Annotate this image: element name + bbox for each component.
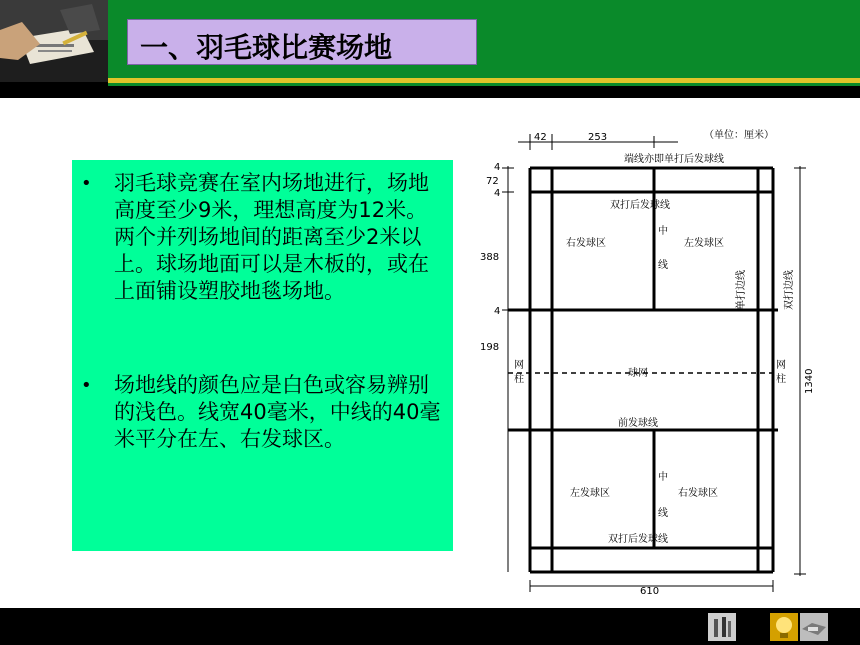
doubles-back-line-label-bottom: 双打后发球线 (608, 534, 668, 545)
dim-388: 388 (480, 252, 500, 263)
doubles-back-line-label-top: 双打后发球线 (610, 200, 670, 211)
end-line-label: 端线亦即单打后发球线 (624, 154, 724, 165)
left-service-court-label-bottom: 左发球区 (570, 488, 610, 499)
dim-72: 72 (486, 176, 499, 187)
dim-1340: 1340 (804, 368, 815, 394)
right-service-court-label-top: 右发球区 (566, 238, 606, 249)
bullet-item (78, 372, 448, 453)
lightbulb-icon (770, 613, 798, 641)
handshake-icon (800, 613, 828, 641)
net-label: 球网 (628, 368, 648, 379)
title-box (127, 19, 477, 65)
right-service-court-label-bottom: 右发球区 (678, 488, 718, 499)
net-post-right-2: 柱 (776, 374, 786, 385)
bullet-dot: • (81, 173, 92, 194)
bullet-text: 羽毛球竞赛在室内场地进行，场地高度至少9米，理想高度为12米。两个并列场地间的距离至少2米以上。球场地面可以是木板的，或在上面铺设塑胶地毯场地。 (114, 171, 429, 303)
dim-253: 253 (588, 132, 608, 143)
net-post-right-1: 网 (776, 360, 786, 371)
dim-4c: 4 (494, 306, 501, 317)
content-textbox (72, 160, 453, 551)
bullet-dot: • (81, 375, 92, 396)
net-post-left-1: 网 (514, 360, 524, 371)
dim-610: 610 (640, 586, 660, 597)
dim-4a: 4 (494, 162, 501, 173)
people-walking-icon (708, 613, 736, 641)
singles-sideline-label: 单打边线 (736, 270, 747, 310)
net-post-left-2: 柱 (514, 374, 524, 385)
front-service-line-label: 前发球线 (618, 418, 658, 429)
dim-198: 198 (480, 342, 500, 353)
center-line-label-bottom-2: 线 (658, 508, 668, 519)
left-service-court-label-top: 左发球区 (684, 238, 724, 249)
dim-4b: 4 (494, 188, 501, 199)
unit-note: （单位：厘米） (704, 130, 774, 141)
header-green-stripe (108, 83, 860, 86)
center-line-label-top-2: 线 (658, 260, 668, 271)
person-writing-photo (0, 0, 108, 82)
center-line-label-bottom-1: 中 (658, 472, 668, 483)
center-line-label-top-1: 中 (658, 226, 668, 237)
slide-title: 一、羽毛球比赛场地 (140, 31, 393, 64)
dim-42: 42 (534, 132, 547, 143)
bullet-text: 场地线的颜色应是白色或容易辨别的浅色。线宽40毫米，中线的40毫米平分在左、右发球区。 (114, 373, 441, 451)
doubles-sideline-label: 双打边线 (784, 270, 795, 310)
badminton-court-diagram (478, 128, 818, 610)
bullet-item (78, 170, 448, 305)
